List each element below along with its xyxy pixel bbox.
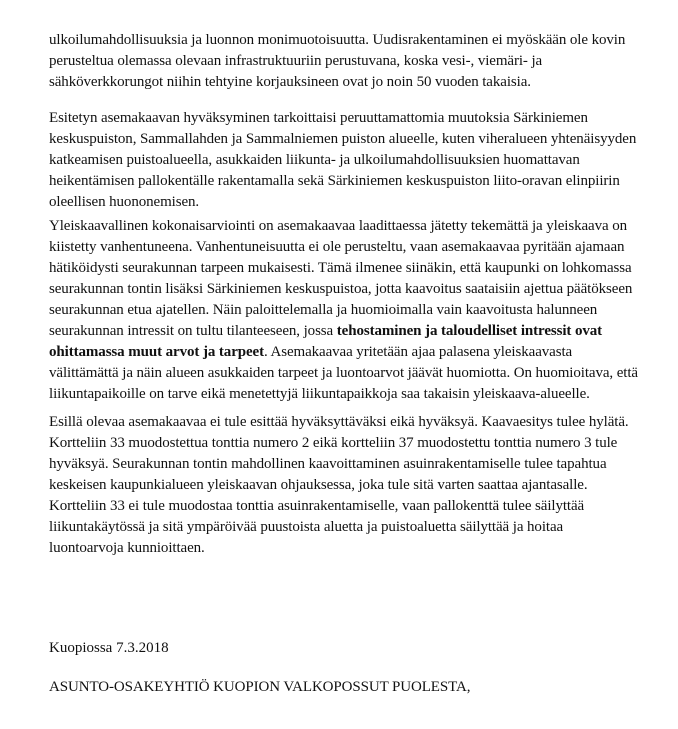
paragraph-general-plan-assessment	[49, 216, 669, 405]
text-line: heikentämisen pallokentälle rakentamalla sekä Särkiniemen keskuspuiston liito-oravan elinpiirin	[49, 173, 620, 189]
text-line	[49, 321, 669, 342]
text-line: Esitetyn asemakaavan hyväksyminen tarkoittaisi peruuttamattomia muutoksia Särkiniemen	[49, 110, 588, 126]
text-segment: seurakunnan intressit on tultu tilanteeseen, jossa	[49, 323, 337, 339]
text-line: Kortteliin 33 ei tule muodostaa tonttia asuinrakentamiselle, vaan pallokenttä tulee säilyttää	[49, 498, 585, 514]
text-line: hyväksyä. Seurakunnan tontin mahdollinen kaavoittaminen asuinrakentamiselle tulee tapahtua	[49, 456, 607, 472]
text-line: ulkoilumahdollisuuksia ja luonnon monimuotoisuutta. Uudisrakentaminen ei myöskään ole kovin	[49, 32, 626, 48]
text-line: seurakunnan etua ajatellen. Näin paloittelemalla ja huomioimalla vain kaavoitusta halunneen	[49, 302, 598, 318]
place-and-date: Kuopiossa 7.3.2018	[49, 640, 169, 656]
bold-emphasis: ohittamassa muut arvot ja tarpeet	[49, 344, 264, 360]
text-line: sähköverkkorungot niihin tehtyine korjauksineen ovat jo noin 50 vuoden takaisia.	[49, 74, 531, 90]
text-line: liikuntapaikoille on tarve eikä menetettyjä liikuntapaikkoja saa takaisin yleiskaava-alueelle.	[49, 386, 590, 402]
text-line: hätiköidysti seurakunnan tarpeen mukaisesti. Tämä ilmenee siinäkin, että kaupunki on lohkomassa	[49, 260, 632, 276]
bold-emphasis: tehostaminen ja taloudelliset intressit ovat	[336, 323, 603, 339]
text-line: luontoarvoja kunnioittaen.	[49, 540, 205, 556]
paragraph-conclusion	[49, 412, 669, 559]
text-line: seurakunnan tontin lisäksi Särkiniemen keskuspuistoa, jotta kaavoitus saataisiin ajettua päätökseen	[49, 281, 633, 297]
text-line: liikuntakäytössä ja sitä ympäröivää puustoista aluetta ja puistoaluetta säilyttää ja hoitaa	[49, 519, 564, 535]
text-line: katkeamisen puistoalueella, asukkaiden liikunta- ja ulkoilumahdollisuuksien huomattavan	[49, 152, 580, 168]
signature-line: ASUNTO-OSAKEYHTIÖ KUOPION VALKOPOSSUT PUOLESTA,	[49, 679, 471, 695]
text-line: Kortteliin 33 muodostettua tonttia numero 2 eikä kortteliin 37 muodostettu tonttia numero 3 tule	[49, 435, 618, 451]
paragraph-infrastructure	[49, 30, 669, 93]
text-line: Esillä olevaa asemakaavaa ei tule esittää hyväksyttäväksi eikä hyväksyä. Kaavaesitys tulee hylätä.	[49, 414, 629, 430]
text-line: Yleiskaavallinen kokonaisarviointi on asemakaavaa laadittaessa jätetty tekemättä ja yleiskaava on	[49, 218, 627, 234]
text-line: kiistetty vanhentuneena. Vanhentuneisuutta ei ole perusteltu, vaan asemakaavaa pyritään ajamaan	[49, 239, 625, 255]
text-line: keskuspuiston, Sammallahden ja Sammalniemen puiston alueelle, kuten viheralueen yhtenäisyyden	[49, 131, 637, 147]
text-line: välittämättä ja näin alueen asukkaiden tarpeet ja luontoarvot jäävät huomiotta. On huomioitava, että	[49, 365, 638, 381]
paragraph-park-changes	[49, 108, 669, 213]
text-segment: . Asemakaavaa yritetään ajaa palasena yleiskaavasta	[264, 344, 573, 360]
text-line: perusteltua olemassa olevaan infrastruktuuriin perustuvana, koska vesi-, viemäri- ja	[49, 53, 543, 69]
text-line	[49, 342, 669, 363]
text-line: keskeisen kaupunkialueen yleiskaavan ohjauksessa, joka tule sitä varten saattaa ajantasalle.	[49, 477, 588, 493]
text-line: oleellisen huononemisen.	[49, 194, 200, 210]
